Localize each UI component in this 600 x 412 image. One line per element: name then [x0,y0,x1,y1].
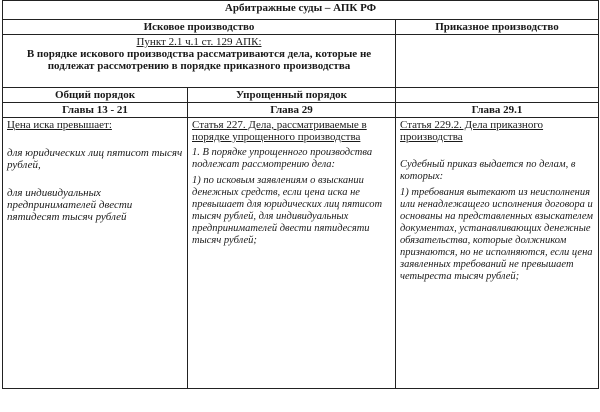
header-general: Общий порядок [3,88,188,103]
header-isk: Исковое производство [3,20,396,35]
empty-cell [396,88,599,103]
document-page [2,0,598,410]
header-prikaz: Приказное производство [396,20,599,35]
chapter-prikaz: Глава 29.1 [396,103,599,118]
general-p2: для юридических лиц пятисот тысяч рублей, [7,147,183,171]
prikaz-cell [396,118,599,389]
comparison-table [2,0,599,389]
prikaz-p3: 1) требования вытекают из неисполнения или ненадлежащего исполнения договора и основаны на представленных взыскателем документах, устанавливающих денежные обязательства, которые должником признаются, но не исполняются, если цена заявленных требований не превышает четыреста тысяч рублей; [400,187,593,282]
table-title: Арбитражные суды – АПК РФ [3,1,599,20]
simplified-cell [188,118,396,389]
general-p1: Цена иска превышает: [7,119,112,131]
chapter-simplified: Глава 29 [188,103,396,118]
prikaz-p2: Судебный приказ выдается по делам, в которых: [400,159,576,182]
header-simplified: Упрощенный порядок [188,88,396,103]
general-cell [3,118,188,389]
reference-text: В порядке искового производства рассматриваются дела, которые не подлежат рассмотрению в порядке приказного производства [26,48,372,72]
simplified-p2: 1. В порядке упрощенного производства подлежат рассмотрению дела: [192,147,373,170]
empty-cell [396,35,599,88]
simplified-p3: 1) по исковым заявлениям о взыскании денежных средств, если цена иска не превышает для юридических лиц пятисот тысяч рублей, для индивидуальных предпринимателей двести пятидесяти тысяч рублей; [192,175,383,246]
reference-cell [3,35,396,88]
reference-article: Пункт 2.1 ч.1 ст. 129 АПК: [136,36,262,48]
simplified-p1: Статья 227. Дела, рассматриваемые в порядке упрощенного производства [192,119,367,143]
prikaz-p1: Статья 229.2. Дела приказного производства [400,119,544,143]
general-p3: для индивидуальных предпринимателей двести пятидесят тысяч рублей [7,187,133,223]
chapter-general: Главы 13 - 21 [3,103,188,118]
